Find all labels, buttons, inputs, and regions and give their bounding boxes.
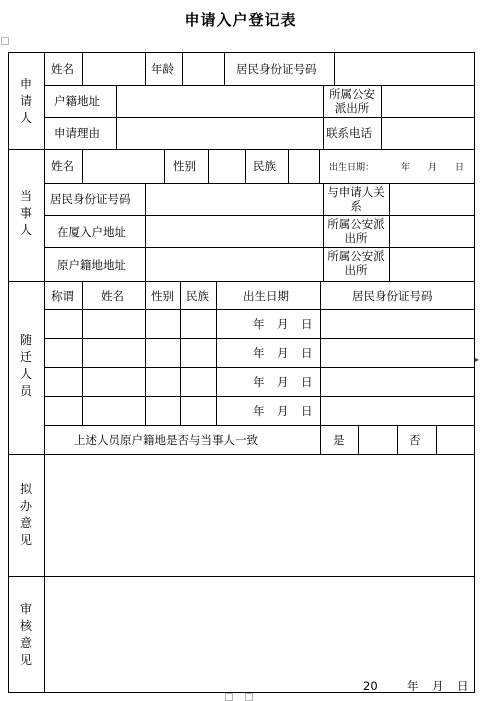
party-birth-year: 年 bbox=[401, 163, 411, 173]
follower-1-month: 月 bbox=[277, 317, 289, 331]
footer-day: 日 bbox=[457, 679, 469, 693]
party-name-label: 姓名 bbox=[51, 159, 74, 173]
left-margin-mark bbox=[1, 37, 9, 45]
consistency-no-label: 否 bbox=[409, 433, 421, 447]
party-original-address-label: 原户籍地地址 bbox=[57, 258, 126, 272]
section-applicant-label: 申请人 bbox=[19, 77, 32, 125]
applicant-name-label: 姓名 bbox=[51, 62, 74, 76]
party-relation-label: 与申请人关系 bbox=[327, 185, 385, 213]
party-birth-day: 日 bbox=[455, 163, 465, 173]
right-scroll-mark: ▸ bbox=[475, 355, 480, 364]
footer-year-prefix: 20 bbox=[363, 679, 378, 693]
section-followers-label: 随迁人员 bbox=[19, 333, 32, 398]
follower-1-day: 日 bbox=[301, 317, 313, 331]
consistency-yes-label: 是 bbox=[333, 433, 345, 447]
section-proposed-opinion-label: 拟办意见 bbox=[19, 482, 32, 547]
follower-3-month: 月 bbox=[277, 375, 289, 389]
follower-1-year: 年 bbox=[253, 317, 265, 331]
section-review-opinion-label: 审核意见 bbox=[19, 602, 32, 667]
follower-4-day: 日 bbox=[301, 404, 313, 418]
footer-year: 年 bbox=[407, 679, 419, 693]
party-birth-date-label: 出生日期： bbox=[329, 163, 375, 173]
follower-4-year: 年 bbox=[253, 404, 265, 418]
follower-2-month: 月 bbox=[277, 346, 289, 360]
followers-col-id-number: 居民身份证号码 bbox=[352, 289, 433, 303]
follower-3-year: 年 bbox=[253, 375, 265, 389]
party-police-station-1-label: 所属公安派出所 bbox=[327, 217, 385, 245]
page-title: 申请入户登记表 bbox=[184, 11, 297, 29]
follower-3-day: 日 bbox=[301, 375, 313, 389]
section-party-label: 当事人 bbox=[19, 189, 32, 237]
applicant-id-label: 居民身份证号码 bbox=[236, 62, 317, 76]
followers-col-gender: 性别 bbox=[151, 289, 174, 303]
followers-col-birth-date: 出生日期 bbox=[243, 289, 289, 303]
party-id-label: 居民身份证号码 bbox=[50, 192, 131, 206]
consistency-question: 上述人员原户籍地是否与当事人一致 bbox=[74, 433, 258, 447]
party-xiamen-address-label: 在厦入户地址 bbox=[57, 225, 126, 239]
follower-4-month: 月 bbox=[277, 404, 289, 418]
applicant-reason-label: 申请理由 bbox=[54, 126, 100, 140]
followers-col-ethnicity: 民族 bbox=[186, 289, 209, 303]
follower-2-year: 年 bbox=[253, 346, 265, 360]
applicant-age-label: 年龄 bbox=[151, 62, 174, 76]
applicant-phone-label: 联系电话 bbox=[326, 126, 372, 140]
party-gender-label: 性别 bbox=[173, 159, 196, 173]
footer-month: 月 bbox=[432, 679, 444, 693]
followers-col-name: 姓名 bbox=[101, 289, 124, 303]
party-ethnicity-label: 民族 bbox=[253, 159, 276, 173]
follower-2-day: 日 bbox=[301, 346, 313, 360]
applicant-household-address-label: 户籍地址 bbox=[54, 94, 100, 108]
followers-col-title: 称谓 bbox=[51, 289, 74, 303]
party-police-station-2-label: 所属公安派出所 bbox=[327, 249, 385, 277]
applicant-police-station-label: 所属公安派出所 bbox=[329, 87, 375, 115]
party-birth-month: 月 bbox=[428, 163, 438, 173]
